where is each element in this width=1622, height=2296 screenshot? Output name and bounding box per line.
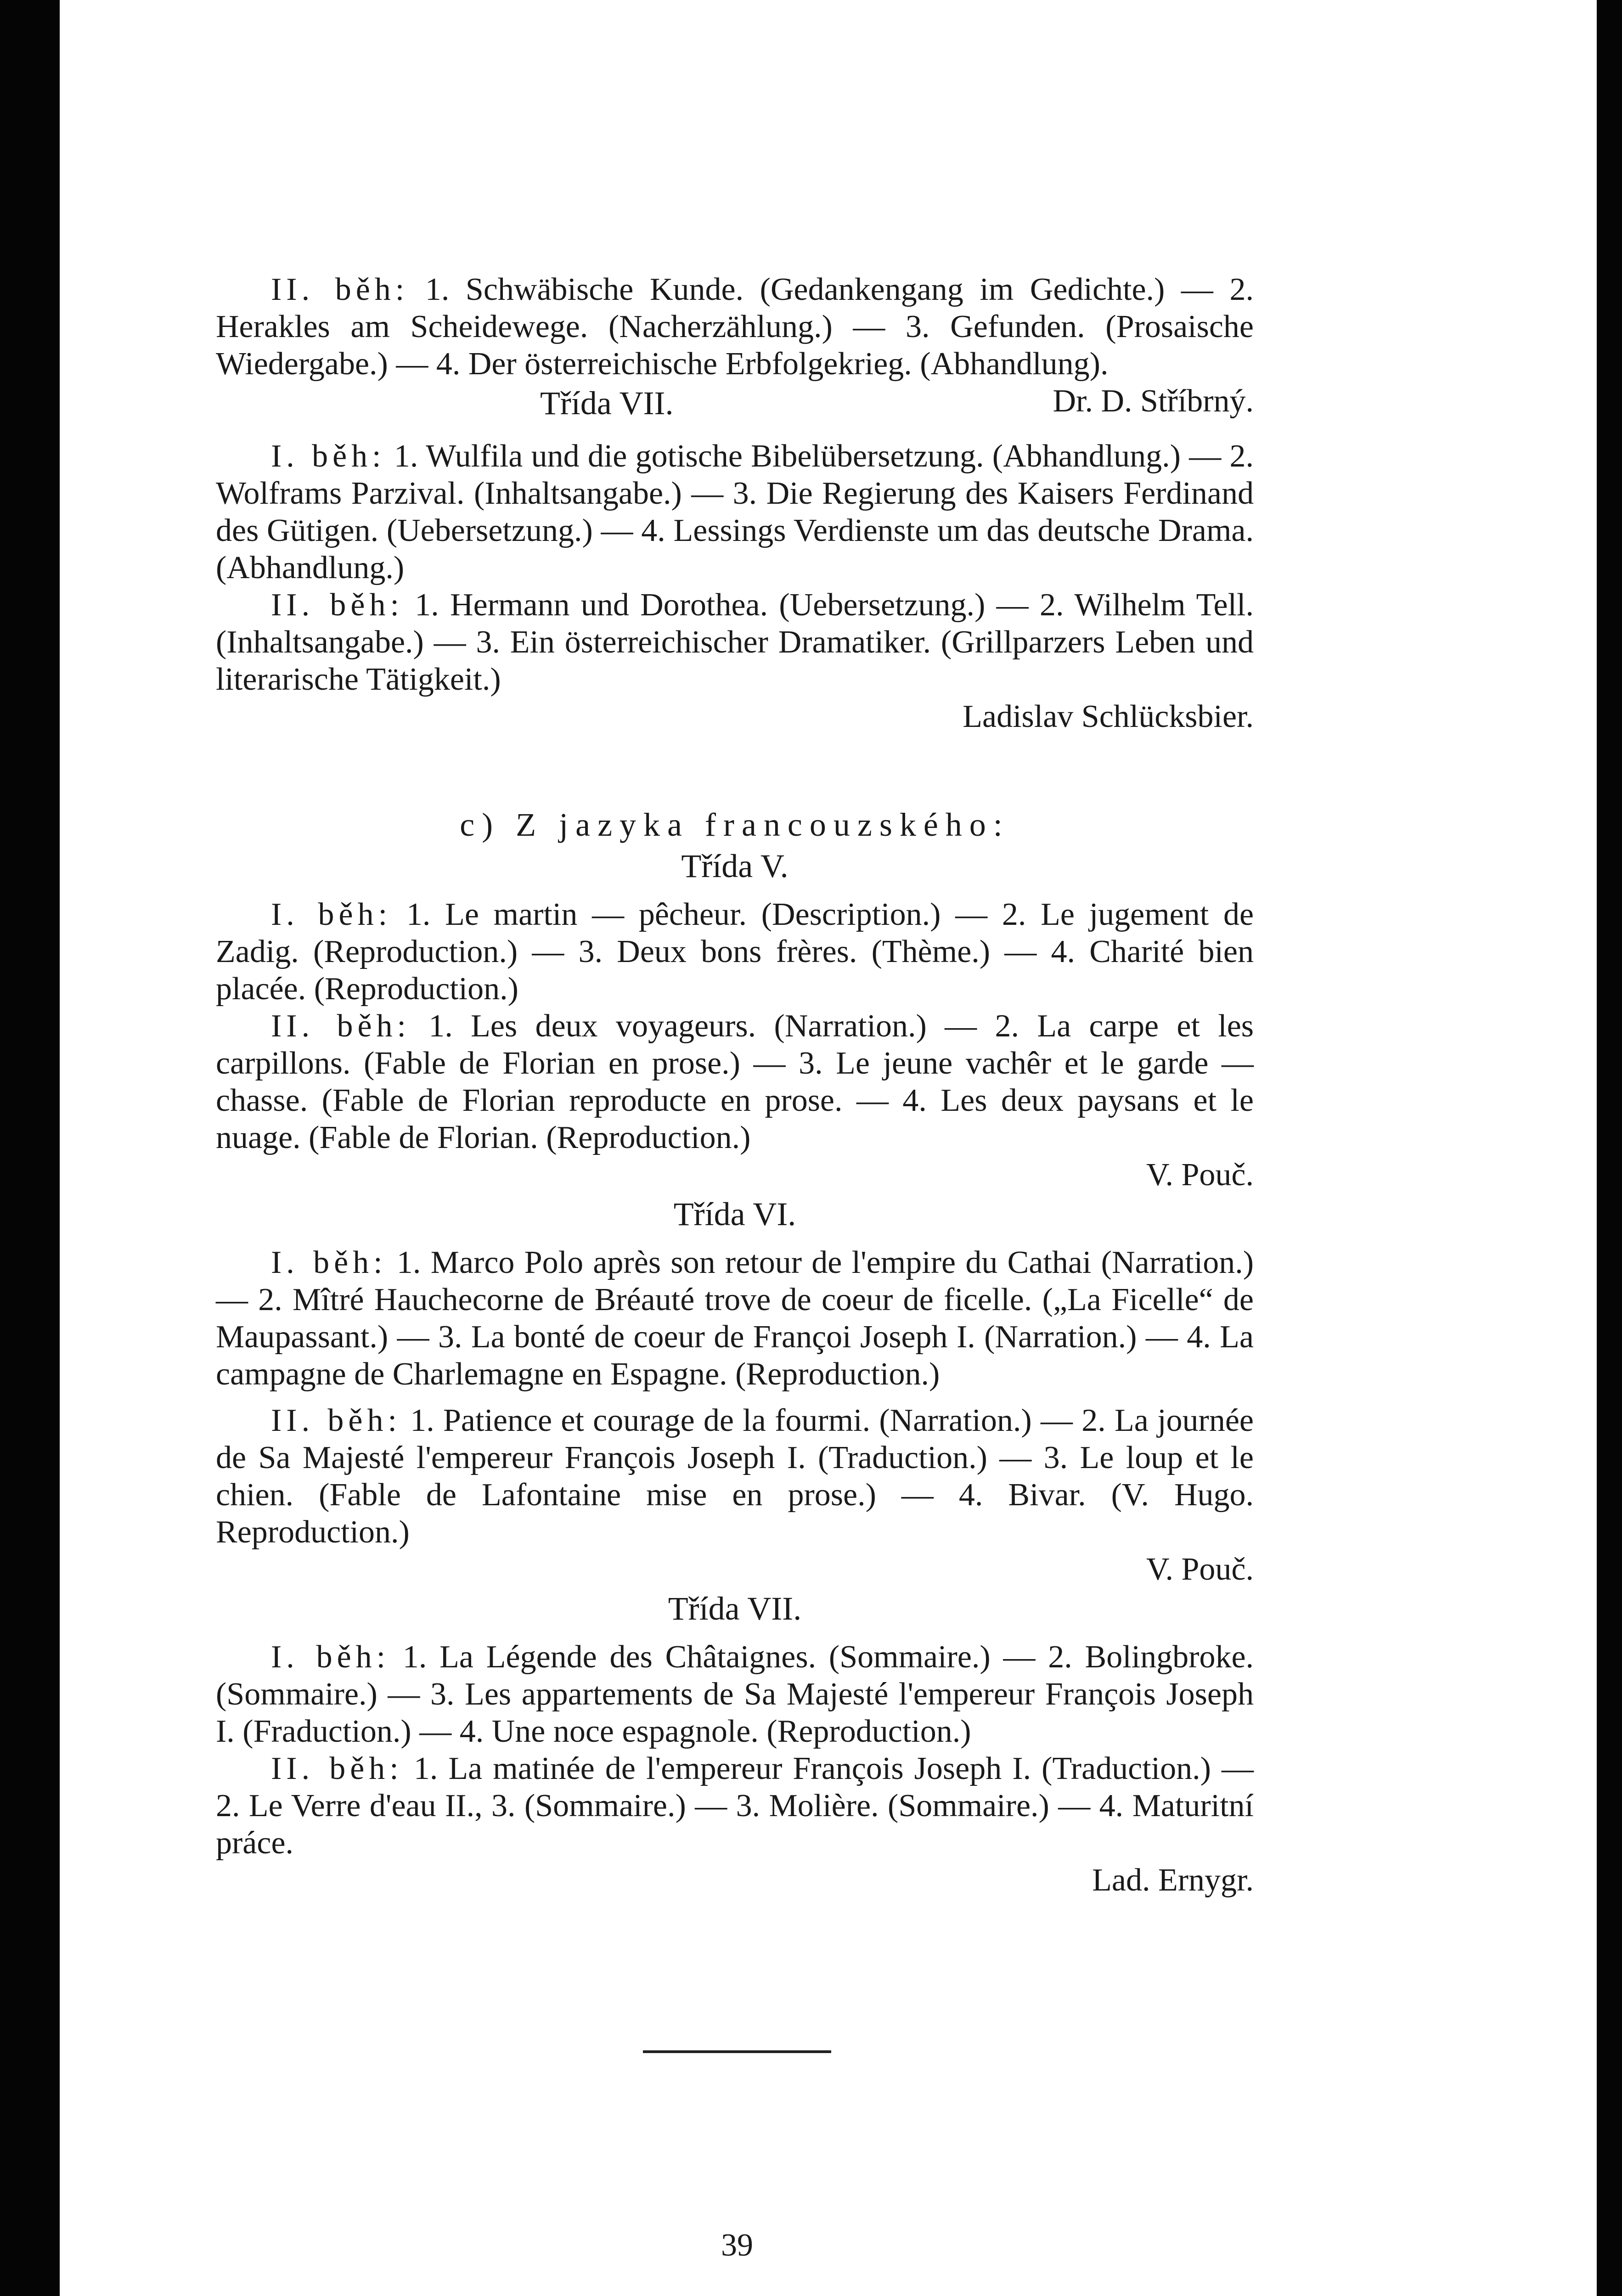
course-label: II. běh: [271, 1403, 401, 1438]
paragraph-text: 1. Wulfila und die gotische Bibelübersetzung. (Abhandlung.) — 2. Wolframs Parzival. (Inhaltsangabe.) — 3. Die Regierung des Kaisers Ferdinand des Gütigen. (Uebersetzung.) — 4. Lessings Verdienste um das deutsche Drama. (Abhandlung.) [216, 439, 1254, 585]
signature: Ladislav Schlücksbier. [963, 699, 1254, 734]
paragraph [216, 1750, 1254, 1862]
section-heading: Třída VII. [668, 1590, 802, 1627]
subject-heading: c) Z jazyka francouzského: [460, 806, 1010, 843]
paragraph [216, 1007, 1254, 1156]
page-content [216, 271, 1254, 1899]
course-label: II. běh: [271, 1008, 411, 1044]
paragraph [216, 1402, 1254, 1551]
paragraph [216, 438, 1254, 586]
signature: Lad. Ernygr. [1092, 1863, 1254, 1898]
paragraph [216, 1244, 1254, 1393]
paragraph-text: 1. Le martin — pêcheur. (Description.) — 2. Le jugement de Zadig. (Reproduction.) — 3. Deux bons frères. (Thème.) — 4. Charité bien placée. (Reproduction.) [216, 897, 1254, 1007]
scan-border-right [1597, 0, 1622, 2296]
paragraph-text: 1. Marco Polo après son retour de l'empire du Cathai (Narration.) — 2. Mîtré Hauchecorne de Bréauté trove de coeur de ficelle. („La Ficelle“ de Maupassant.) — 3. La bonté de coeur de Françoi Joseph I. (Narration.) — 4. La campagne de Charlemagne en Espagne. (Reproduction.) [216, 1245, 1254, 1392]
paragraph-text: 1. Patience et courage de la fourmi. (Narration.) — 2. La journée de Sa Majesté l'empereur François Joseph I. (Traduction.) — 3. Le loup et le chien. (Fable de Lafontaine mise en prose.) — 4. Bivar. (V. Hugo. Reproduction.) [216, 1403, 1254, 1550]
course-label: I. běh: [271, 897, 392, 932]
section-divider [643, 2050, 831, 2053]
signature: V. Pouč. [1146, 1552, 1254, 1587]
section-heading: Třída VII. [540, 385, 674, 422]
paragraph [216, 896, 1254, 1007]
course-label: I. běh: [271, 1245, 387, 1280]
paragraph [216, 1638, 1254, 1750]
french-section [216, 804, 1254, 1899]
paragraph-text: 1. La Légende des Châtaignes. (Sommaire.) — 2. Bolingbroke. (Sommaire.) — 3. Les appartements de Sa Majesté l'empereur François Joseph I. (Fraduction.) — 4. Une noce espagnole. (Reproduction.) [216, 1639, 1254, 1749]
course-label: II. běh: [271, 1751, 403, 1786]
paragraph-text: 1. Schwäbische Kunde. (Gedankengang im Gedichte.) — 2. Herakles am Scheidewege. (Nacherzählung.) — 3. Gefunden. (Prosaische Wiedergabe.) — 4. Der österreichische Erbfolgekrieg. (Abhandlung). [216, 272, 1254, 382]
signature: Dr. D. Stříbrný. [1053, 383, 1254, 419]
course-label: I. běh: [271, 1639, 390, 1675]
course-label: II. běh: [271, 272, 409, 307]
course-label: II. běh: [271, 587, 404, 623]
scan-border-left [0, 0, 60, 2296]
paragraph-text: 1. La matinée de l'empereur François Joseph I. (Traduction.) — 2. Le Verre d'eau II., 3. (Sommaire.) — 3. Molière. (Sommaire.) — 4. Maturitní práce. [216, 1751, 1254, 1861]
section-heading: Třída VI. [673, 1196, 796, 1232]
paragraph-text: 1. Hermann und Dorothea. (Uebersetzung.) — 2. Wilhelm Tell. (Inhaltsangabe.) — 3. Ein österreichischer Dramatiker. (Grillparzers Leben und literarische Tätigkeit.) [216, 587, 1254, 697]
signature: V. Pouč. [1146, 1157, 1254, 1193]
paragraph [216, 586, 1254, 698]
paragraph-text: 1. Les deux voyageurs. (Narration.) — 2. La carpe et les carpillons. (Fable de Florian en prose.) — 3. Le jeune vachêr et le garde — chasse. (Fable de Florian reproducte en prose. — 4. Les deux paysans et le nuage. (Fable de Florian. (Reproduction.) [216, 1008, 1254, 1155]
german-class-vii [216, 383, 1254, 735]
section-heading: Třída V. [681, 848, 788, 884]
page-number: 39 [721, 2228, 753, 2263]
course-label: I. běh: [271, 439, 386, 474]
